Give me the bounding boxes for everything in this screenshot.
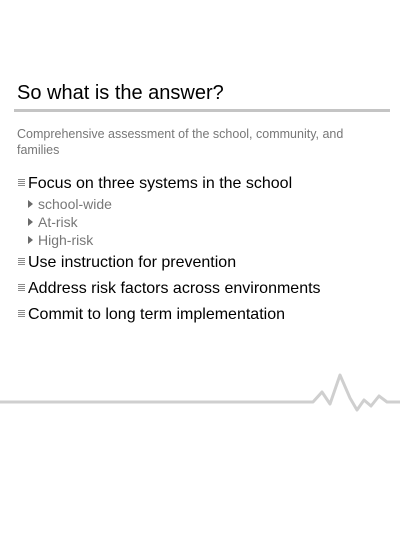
zigzag-line-decoration — [0, 370, 400, 420]
sub-bullet-item — [17, 213, 387, 231]
sub-bullet-text: High-risk — [38, 232, 94, 248]
square-bullet-icon — [18, 258, 25, 265]
bullet-text: Address risk factors across environments — [28, 280, 321, 297]
sub-bullet-text: school-wide — [38, 196, 112, 212]
sub-bullet-item — [17, 195, 387, 213]
square-bullet-icon — [18, 310, 25, 317]
triangle-bullet-icon — [28, 200, 33, 208]
title-divider — [14, 109, 390, 112]
square-bullet-icon — [18, 179, 25, 186]
triangle-bullet-icon — [28, 236, 33, 244]
triangle-bullet-icon — [28, 218, 33, 226]
bullet-item — [17, 305, 387, 326]
bullet-text: Focus on three systems in the school — [28, 175, 293, 192]
bullet-item — [17, 279, 387, 300]
bullet-list — [17, 174, 387, 326]
slide-subtitle: Comprehensive assessment of the school, community, and families — [17, 127, 344, 157]
sub-bullet-list — [17, 195, 387, 249]
bullet-item — [17, 174, 387, 195]
square-bullet-icon — [18, 284, 25, 291]
slide-title: So what is the answer? — [17, 82, 224, 104]
sub-bullet-text: At-risk — [38, 214, 78, 230]
bullet-item — [17, 253, 387, 274]
sub-bullet-item — [17, 231, 387, 249]
bullet-text: Commit to long term implementation — [28, 306, 285, 323]
bullet-text: Use instruction for prevention — [28, 254, 237, 271]
